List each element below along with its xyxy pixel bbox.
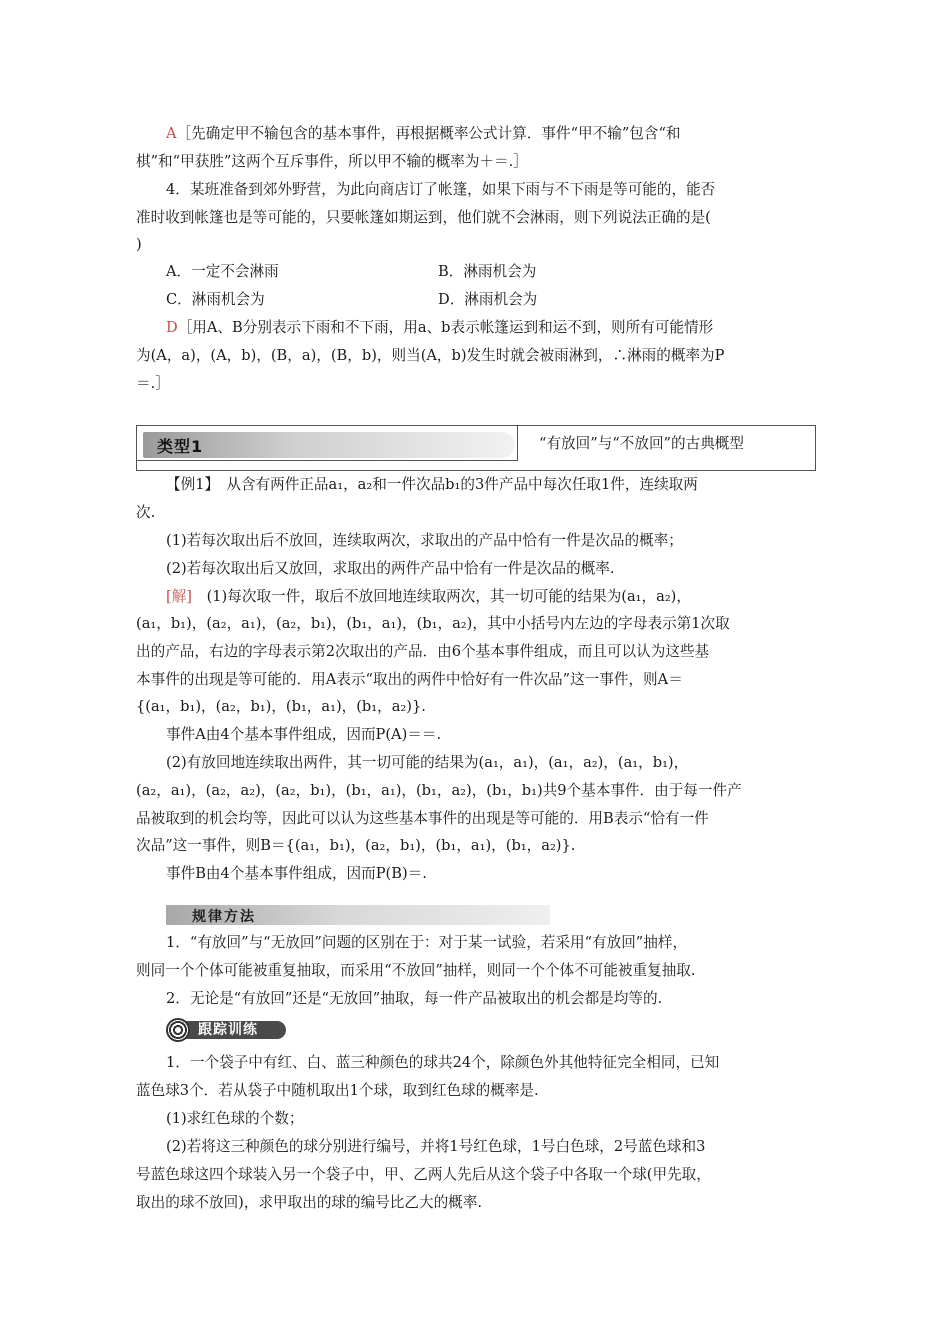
q4-answer-line-3: ＝.］	[136, 375, 170, 392]
solution-line-2: (a₁，b₁)，(a₂，a₁)，(a₂，b₁)，(b₁，a₁)，(b₁，a₂)，其中小括号内左边的字母表示第1次取	[136, 615, 730, 632]
q4-stem-line-2: 准时收到帐篷也是等可能的，只要帐篷如期运到，他们就不会淋雨，则下列说法正确的是(	[136, 209, 711, 226]
solution-line-7: (2)有放回地连续取出两件，其一切可能的结果为(a₁，a₁)，(a₁，a₂)，(a₁，b₁)，	[166, 754, 689, 771]
example-line-2: 次.	[136, 504, 156, 521]
q4-option-c: C．淋雨机会为	[166, 291, 265, 308]
example-line-3: (1)若每次取出后不放回，连续取两次，求取出的产品中恰有一件是次品的概率；	[166, 532, 683, 549]
practice-line-6: 取出的球不放回)，求甲取出的球的编号比乙大的概率.	[136, 1194, 482, 1211]
rules-line-3: 2．无论是“有放回”还是“无放回”抽取，每一件产品被取出的机会都是均等的.	[166, 990, 663, 1007]
rules-header	[166, 905, 550, 925]
solution-line-5: {(a₁，b₁)，(a₂，b₁)，(b₁，a₁)，(b₁，a₂)}.	[136, 698, 426, 715]
q4-answer-line-2: 为(A，a)，(A，b)，(B，a)，(B，b)，则当(A，b)发生时就会被雨淋到，∴淋雨的概率为P	[136, 347, 725, 364]
solution-line-11: 事件B由4个基本事件组成，因而P(B)＝.	[166, 865, 427, 882]
q4-answer-line-1: D［用A、B分别表示下雨和不下雨，用a、b表示帐篷运到和运不到，则所有可能情形	[166, 319, 714, 336]
q4-option-a: A．一定不会淋雨	[166, 263, 279, 280]
q3-answer-line-1: A［先确定甲不输包含的基本事件，再根据概率公式计算．事件“甲不输”包含“和	[166, 125, 681, 142]
banner-tag: 类型1	[157, 437, 204, 456]
banner-divider	[517, 426, 518, 460]
solution-line-8: (a₂，a₁)，(a₂，a₂)，(a₂，b₁)，(b₁，a₁)，(b₁，a₂)，(b₁，b₁)共9个基本事件．由于每一件产	[136, 782, 742, 799]
q4-stem-line-3: )	[136, 236, 142, 253]
practice-bar	[186, 1021, 286, 1039]
answer-letter: A	[166, 125, 177, 142]
answer-letter: D	[166, 319, 178, 336]
solution-line-1: [解] (1)每次取一件，取后不放回地连续取两次，其一切可能的结果为(a₁，a₂)，	[166, 588, 691, 605]
type-banner	[136, 425, 816, 471]
practice-line-1: 1．一个袋子中有红、白、蓝三种颜色的球共24个，除颜色外其他特征完全相同，已知	[166, 1054, 720, 1071]
solution-line-9: 品被取到的机会均等，因此可以认为这些基本事件的出现是等可能的．用B表示“恰有一件	[136, 810, 709, 827]
practice-header	[166, 1017, 290, 1043]
solution-line-4: 本事件的出现是等可能的．用A表示“取出的两件中恰好有一件次品”这一事件，则A＝	[136, 671, 683, 688]
q4-option-b: B．淋雨机会为	[438, 263, 537, 280]
banner-divider	[137, 460, 518, 461]
banner-title: “有放回”与“不放回”的古典概型	[539, 435, 744, 452]
solution-tag: [解]	[166, 588, 192, 605]
practice-line-3: (1)求红色球的个数；	[166, 1110, 304, 1127]
q4-option-d: D．淋雨机会为	[438, 291, 538, 308]
solution-line-10: 次品”这一事件，则B＝{(a₁，b₁)，(a₂，b₁)，(b₁，a₁)，(b₁，a₂)}.	[136, 837, 576, 854]
banner-gradient	[143, 432, 515, 458]
solution-line-6: 事件A由4个基本事件组成，因而P(A)＝＝.	[166, 726, 442, 743]
rules-line-2: 则同一个个体可能被重复抽取，而采用“不放回”抽样，则同一个个体不可能被重复抽取.	[136, 962, 696, 979]
solution-line-3: 出的产品，右边的字母表示第2次取出的产品．由6个基本事件组成，而且可以认为这些基	[136, 643, 710, 660]
practice-line-2: 蓝色球3个．若从袋子中随机取出1个球，取到红色球的概率是.	[136, 1082, 539, 1099]
practice-line-5: 号蓝色球这四个球装入另一个袋子中，甲、乙两人先后从这个袋子中各取一个球(甲先取，	[136, 1166, 711, 1183]
practice-line-4: (2)若将这三种颜色的球分别进行编号，并将1号红色球，1号白色球，2号蓝色球和3	[166, 1138, 706, 1155]
target-icon	[166, 1018, 190, 1042]
rules-line-1: 1．“有放回”与“无放回”问题的区别在于：对于某一试验，若采用“有放回”抽样，	[166, 934, 688, 951]
q4-stem-line-1: 4．某班准备到郊外野营，为此向商店订了帐篷，如果下雨与不下雨是等可能的，能否	[166, 181, 716, 198]
practice-label: 跟踪训练	[198, 1022, 258, 1038]
example-line-1: 【例1】 从含有两件正品a₁，a₂和一件次品b₁的3件产品中每次任取1件，连续取两	[166, 476, 698, 493]
q3-answer-line-2: 棋”和“甲获胜”这两个互斥事件，所以甲不输的概率为＋＝.］	[136, 153, 528, 170]
rules-label: 规律方法	[192, 909, 256, 925]
example-line-4: (2)若每次取出后又放回，求取出的两件产品中恰有一件是次品的概率.	[166, 560, 615, 577]
